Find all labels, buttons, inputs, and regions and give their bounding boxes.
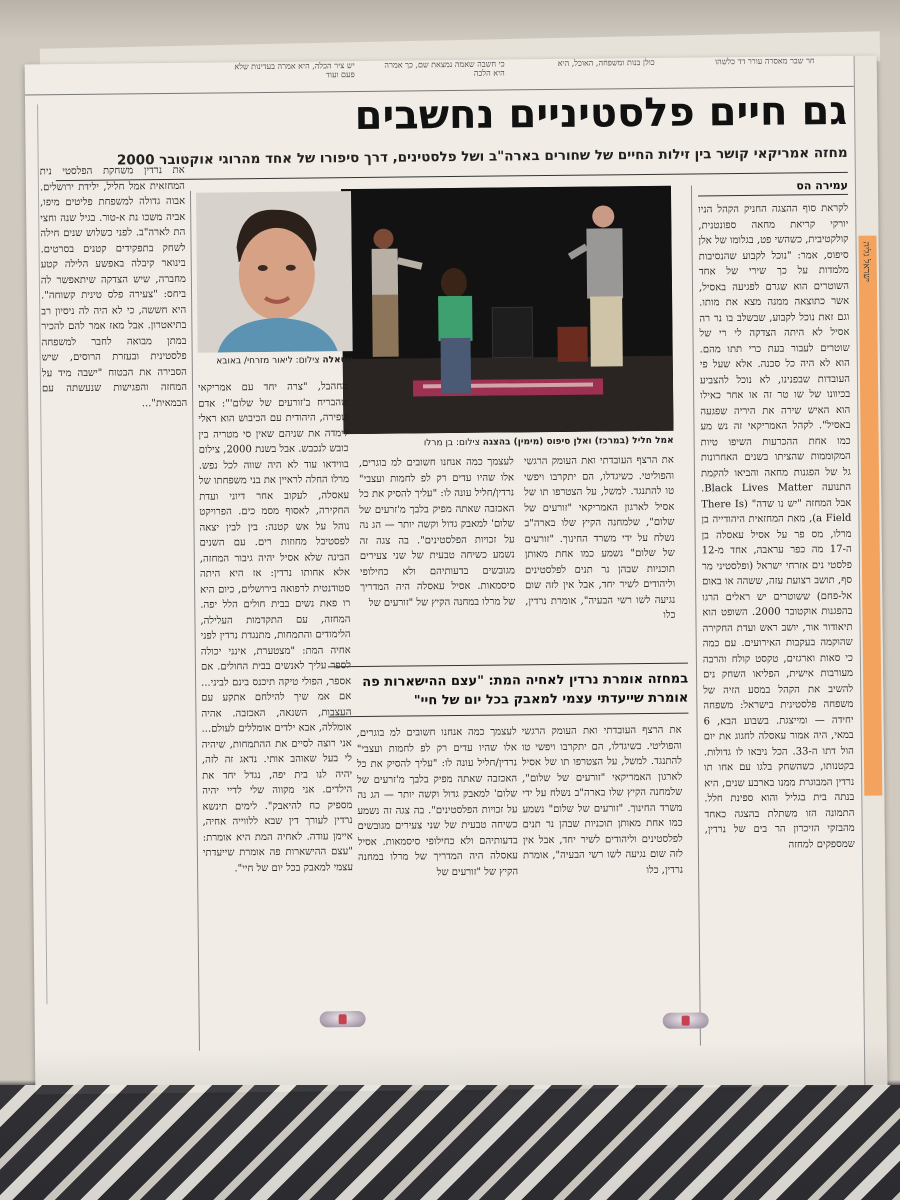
- article-column-3: [198, 379, 355, 1051]
- portrait-caption-name: עסאלה: [322, 355, 353, 366]
- column-text: את נרדין משחקת הפלסטי נית המחזאית אמל חליל, ילידת ירושלים. אבוה גדולה למשפחת פליטים מיפו, אביה משכו נת א-טור. בגיל שנה וחצי הת לארה"ב. לפני כשלוש שנים חילה לשחק בתפקידים קטנים בסרטים. בינואר קיבלה באפשע הלילה קטע מחברה, שיש הצדקה שיתאפשר לה ביחס: "צעירה פלס טינית קשוחה". היא חששה, כי לא היה לה ניסיון רב בתיאטרון. אבל מאז אמר להם להכיר במתן מבואה לחבר למשפחה פלסטינית ובעזרת הרוסים, שיש הסבירה את הבטוח "ישבה מיד על המחזה והפגישות שנעשתה עם הבמאית"...: [39, 164, 188, 409]
- pushpin-left: [320, 1011, 366, 1027]
- article-column-2a: [524, 453, 676, 655]
- byline-rule: [698, 194, 848, 197]
- column-text: את הרצף העובדתי ואת העומק הרגשי והפוליטי. כשיגדלו, הם יתקרבו ויפשי טו להתנגד. למשל, על הצטרפו תו של אסיל לארגון האמריקאי "זורעים של שלום", שלמחנה הקיץ שלו בארה"ב נשלח על ידי משרד החינוך. "זורעים של שלום" נשמע כמו אחת מאותן תוכניות שבהן נר תנים לפלסטינים וליהודים לשיר יחד, אבל אין לזה שום נגיעה לשו רשי הבעיה", אומרת נרדין, כלו: [523, 454, 676, 621]
- column-text: לעצמך כמה אנחנו חשובים למ בוגרים, אלו שהיו עדים רק לפ לחמות ועצבי" נרדין/חליל עונה לו: "עליך להסיק את כל האכזבה שאתה מפיק בלבך מ'זרעים של שלום' למאבק גדול וקשה יותר — הג נה על זכויות הפלסטינים". בה צגה זה נשמע כשיחה טבעית של שני צעירים מגובשים בדעותיהם ולא כחילופי סיסמאות. אסיל עאסלה היה המדריך של מרלו במחנה הקיץ של "זורעים של: [356, 726, 519, 878]
- stage-photo-caption: [344, 436, 674, 449]
- article-column-1: [698, 201, 857, 1048]
- strip-text: כולן בנות ומשפחה, האוכל, היא: [557, 57, 655, 68]
- stage-caption-names: אמל חליל (במרכז) ואלן סיפוס (מימין) בהצגה: [482, 435, 674, 448]
- article-column-2d: [357, 724, 520, 1046]
- stage-photo: [341, 186, 674, 434]
- pull-quote: במחזה אומרת נרדין לאחיה המת: "עצם ההישארות פה אומרת שייעדתי עצמי למאבק בכל יום של חיי": [362, 671, 689, 709]
- headline: גם חיים פלסטיניים נחשבים: [354, 87, 848, 140]
- column-text: מחהבל, "צרה יחד עם אמריקאי שהבריח ב'זורעים של שלום'": אדם שפירה, היהודית עם הכיבוש הוא ראלי לימדה את שניהם שאין סי מטריה בין כובש לנכבש. אבל בשנת 2000, צילום בווידאו עוד לא היה שווה לכל נפש. מרלו החלה לראיין את בני משפחתו של עאסלה, לעקוב אחר דיוני ועדת החקירה, לאסוף מסמ כים. הפרויקט נוהל על אש קטנה: בין לבין יצאה לפסטיבל מחוזות רים. עם השנים הבינה שלא אסיל יהיה גיבור המחזה, אלא אחותו נרדין: אז היא היתה סטודנטית לרפואה בירושלים, כיום היא רו פאת נשים בבית חולים הלל יפה. המחזה, עם התקדמות העלילה, הלימודים והתמחות, מתנגדת נרדין לפני אחיה המת: "מצטערת, אינני יכולה לספר עליך לאנשים בבית החולים. אם אספר, הפולי טיקה תיכנס בינם לביני... אם אמ שיך להילחם אתקע עם העצבות, השנאה, האכזבה. אהיה אומללה, אבא ילדים אומללים לעולם... אני רוצה לסיים את ההתמחות, שיהיה לי בעל שאוהב אותי. נדאג זה לזה, יהיה לנו בית יפה, נגדל יחד את הילדים. אני מקווה שלי לדיי יהיה מספיק כח להיאבק". לימים תינשא נרדין לעורך דין שבא ללווייה אחיה, איימן עודה. לאחיה המת היא אומרת: "עצם ההישארות פה אומרת שייעדתי עצמי למאבק בכל יום של חיי".: [197, 381, 354, 874]
- portrait-image: [196, 191, 353, 353]
- stage-caption-credit: צילום: בן מרלו: [423, 437, 480, 449]
- pull-quote-rule-top: [328, 663, 688, 668]
- subheadline: מחזה אמריקאי קושר בין זילות החיים של שחורים בארה"ב ושל פלסטינים, דרך סיפורו של אחד מהרוגי אוקטובר 2000: [116, 144, 848, 169]
- portrait-caption-credit: צילום: ליאור מזרחי/ באובא: [216, 355, 320, 367]
- strip-text: כי חשבה שאמה נמצאת שם, כך אמרה היא הלכה: [384, 59, 505, 78]
- byline: עמירה הס: [796, 178, 849, 193]
- article-column-2b: [359, 454, 516, 656]
- strip-text: יש ציר הכלה, היא אמרה בעדינות שלא פעם ועוד: [234, 61, 355, 80]
- column-text: לקראת סוף ההצגה החניק הקהל הניו יורקי קריאת מחאה ספונטנית, קולקטיבית, כשהשי פט, בגלומו של אלן סיפוס, אמר: "נוכל לקבוע שהנסיבות מלמדות על כך שירי של אחד השוטרים הוא שגרם לפגיעה באסיל, אשר כתוצאה ממנה מצא את מותו. וגם זאת נוכל לקבוע, שבשלב בו נר רה אסיל לא היתה הצדקה לי רי של שוטרים לעבור בעת כרי תתו מהם. הוא לא היה כל סכנה. אלא שעל פי העובדות שבפנינו, לא נוכל להצביע בכיוונו של שו טר זה או אחר כאילו הוא האיש שירה את היריה שפגעה באסיל". לקהל האמריקאי זה נש מע כמו אחת ההכרעות השיפו טיות המקוממות שהציתו בשנים האחרונות גל של הפגנות מחאה והביאו להקמת התנועה Black Lives Matter. אבל המחזה "יש נו שדה" (There Is a Field), מאת המחזאית היהודייה בן מרלו, מס פר על אסיל עאסלה בן ה-17 מה כפר עראבה, אחד מ-12 פלסטי נים אזרחי ישראל (ופלסטיני מר סף, תושב רצועת עזה, ששהה או באום אל-פחם) ששוטרים יש ראלים הרגו בהפגנות אוקטובר 2000. השופט הוא תיאודור אור, יושב ראש ועדת החקירה שהוקמה בעקבות האירועים. עם כמה כי סאות וארגזים, טקסט קולח והרבה מעורבות אישית, הפליאו השחק נים להשיב את הקהל במסע הזיה של משפחה פלסטינית בישראל: משפחה יחידה — ומייצגת. בשבוע הבא, 6 במאי, היה אמור עאסלה לחגוג את יום הול דתו ה-33. הכל ניבאו לו גדולות. בקטנותו, כשהשחק בלגו עם אחו תו נרדין המבוגרת ממנו בארבע שנים, היא בנתה בית בגליל והוא ספינת חלל. התמונה הזו משתלת בהצגה כאחד מהבזקי הזיכרון הר בים של נרדין, שמספקים למחזה: [698, 202, 855, 851]
- column-text: לעצמך כמה אנחנו חשובים למ בוגרים, אלו שהיו עדים רק לפ לחמות ועצבי" נרדין/חליל עונה לו: "עליך להסיק את כל האכזבה שאתה מפיק בלבך מ'זרעים של שלום' למאבק גדול וקשה יותר — הג נה על זכויות הפלסטינים". בה צגה זה נשמע כשיחה טבעית של שני צעירים מגובשים בדעותיהם ולא כחילופי סיסמאות. אסיל עאסלה היה המדריך של מרלו במחנה הקיץ של "זורעים של: [358, 456, 516, 609]
- adjacent-ad-label: ישראל גליה: [860, 241, 871, 283]
- portrait-caption: [198, 355, 353, 367]
- stage-photo-image: [341, 186, 674, 434]
- pushpin-right: [663, 1012, 709, 1028]
- newspaper-page: [25, 56, 888, 1095]
- column-text: את הרצף העובדתי ואת העומק הרגשי והפוליטי. כשיגדלו, הם יתקרבו ויפשי טו להתנגד. למשל, על הצטרפו תו של אסיל לארגון האמריקאי "זורעים של שלום", שלמחנה הקיץ שלו בארה"ב נשלח על ידי משרד החינוך. "זורעים של שלום" נשמע כמו אחת מאותן תוכניות שבהן נר תנים לפלסטינים וליהודים לשיר יחד, אבל אין לזה שום נגיעה לשו רשי הבעיה", אומרת נרדין, כלו: [521, 724, 684, 876]
- cushion-pattern: [0, 1085, 900, 1200]
- article-column-4: [40, 163, 194, 1052]
- strip-text: חר שבר מאסרה עורר דד כלשהו: [715, 56, 815, 67]
- pull-quote-rule-bottom: [328, 713, 688, 718]
- portrait-photo: [196, 191, 353, 353]
- adjacent-ad-box: [858, 236, 882, 796]
- article-column-2c: [522, 723, 685, 1045]
